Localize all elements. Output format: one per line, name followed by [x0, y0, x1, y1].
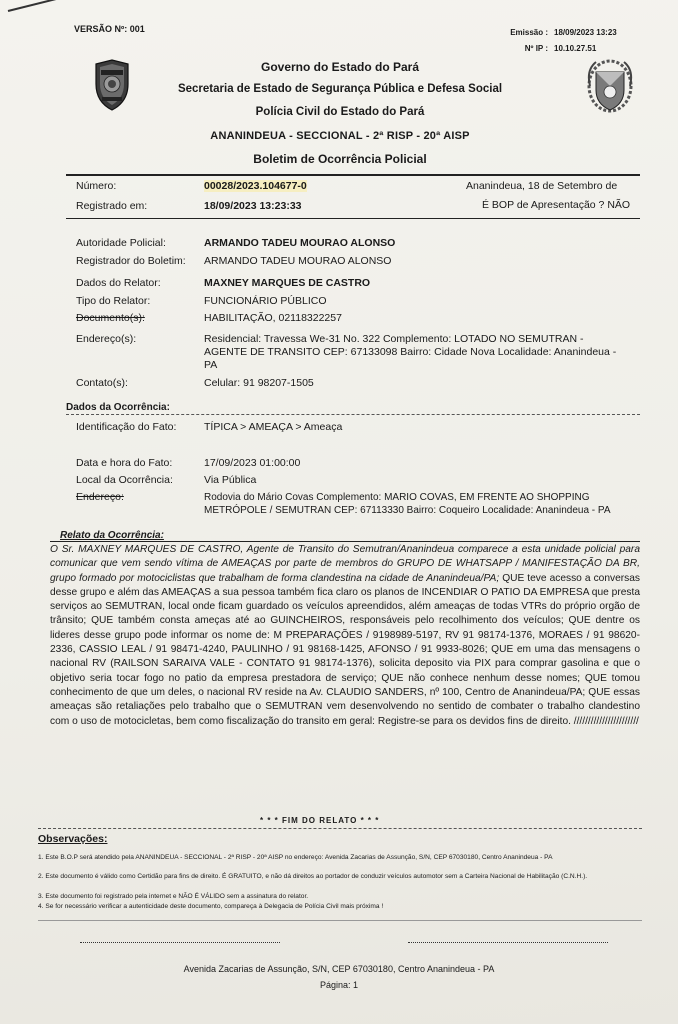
autoridade-value: ARMANDO TADEU MOURAO ALONSO — [204, 237, 396, 249]
ip-value: 10.10.27.51 — [554, 44, 597, 53]
bop-label: É BOP de Apresentação ? — [482, 199, 605, 211]
page-number: Página: 1 — [319, 980, 359, 990]
local-value: Via Pública — [204, 474, 257, 486]
registrador-value: ARMANDO TADEU MOURAO ALONSO — [204, 255, 392, 267]
contato-label: Contato(s): — [76, 377, 128, 389]
registrador-label: Registrador do Boletim: — [76, 255, 186, 267]
unit-name: ANANINDEUA - SECCIONAL - 2ª RISP - 20ª AISP — [210, 130, 470, 142]
observacao-item: 3. Este documento foi registrado pela internet e NÃO É VÁLIDO sem a assinatura do relator. — [38, 893, 309, 900]
signature-line-autoridade — [408, 942, 608, 943]
autoridade-label: Autoridade Policial: — [76, 237, 166, 249]
relator-value: MAXNEY MARQUES DE CASTRO — [204, 277, 371, 289]
bop-apresentacao — [482, 199, 630, 211]
relator-label: Dados do Relator: — [76, 277, 161, 289]
divider — [66, 174, 640, 176]
contato-value: Celular: 91 98207-1505 — [204, 377, 314, 389]
registrado-value: 18/09/2023 13:23:33 — [204, 200, 302, 212]
tipo-relator-label: Tipo do Relator: — [76, 295, 151, 307]
observacoes-title: Observações: — [38, 833, 108, 845]
header-line-government: Governo do Estado do Pará — [260, 60, 420, 74]
documento-value: HABILITAÇÃO, 02118322257 — [204, 312, 342, 324]
ip-label: Nº IP : — [524, 44, 548, 53]
relato-section-title: Relato da Ocorrência: — [60, 530, 164, 541]
emission-value: 18/09/2023 13:23 — [554, 28, 617, 37]
pen-mark — [8, 0, 67, 12]
relato-text — [50, 543, 640, 729]
tipo-relator-value: FUNCIONÁRIO PÚBLICO — [204, 295, 327, 307]
emission-label: Emissão : — [510, 28, 548, 37]
endereco-ocorrencia-value: Rodovia do Mário Covas Complemento: MARIO COVAS, EM FRENTE AO SHOPPING METRÓPOLE / SEMUTRAN CEP: 67113330 Bairro: Coqueiro Localidade: Ananindeua - PA — [204, 492, 611, 516]
divider — [38, 920, 642, 921]
registrado-label: Registrado em: — [76, 200, 148, 212]
header-line-secretaria: Secretaria de Estado de Segurança Pública e Defesa Social — [177, 83, 503, 95]
bop-value: NÃO — [607, 199, 631, 211]
emission-info — [500, 28, 617, 37]
endereco-ocorrencia-label: Endereço: — [76, 491, 124, 503]
document-title: Boletim de Ocorrência Policial — [253, 152, 427, 166]
observacao-item: 1. Este B.O.P será atendido pela ANANINDEUA - SECCIONAL - 2ª RISP - 20ª AISP no endereço: Avenida Zacarias de Assunção, S/N, CEP 67030180, Centro Ananindeua - PA — [38, 854, 553, 861]
relato-body: QUE teve acesso a conversas desse grupo e além das AMEAÇAS a sua pessoa também fica claro os planos de INCENDIAR O PATIO DA EMPRESA que presta serviços ao SEMUTRAN, local onde ficam guardado os veículos apreendidos, além ameaças de todas VTRs do próprio orgão de trânsito; QUE também consta ameças até ao GUINCHEIROS, responsáveis pelo recolhimento dos veículos; QUE dentre os lideres desse grupo pode informar os nome de: M PREPARAÇÕES / 9198989-5197, RV 91 98174-1376, MORAES / 91 98620-2336, CASSIO LEAL / 91 98471-4240, PAULINHO / 91 98168-1425, AFONSO / 91 9933-8026; QUE em uma das mensagens o nacional RV (RAILSON SARAIVA VALE - CONTATO 91 98174-1376), solicita deposito via PIX para comprar gasolina e que o objetivo seria tocar fogo no patio da empresa prestadora de serviço; QUE não conhece nenhum desse nomes; QUE tomou conhecimento de que um deles, o nacional RV reside na Av. CLAUDIO SANDERS, nº 100, Centro de Ananindeua/PA; QUE essas ameaças são retaliações pelo trabalho que o SEMUTRAN vem desenvolvendo no sentido de combater o trabalho clandestino com o uso de motocicletas, bem como fiscalização do transito em geral: Registre-se para os devidos fins de direito. /////////////////////// — [50, 572, 640, 727]
relato-intro: O Sr. MAXNEY MARQUES DE CASTRO, Agente de Transito do Semutran/Ananindeua comparece a esta unidade policial para comunicar que vem sendo vítima de AMEAÇAS por parte de membros do GRUPO DE WHATSAPP / MANIFESTAÇÃO DA BR, grupo formado por motociclistas que trabalham de forma clandestina na cidade de Ananindeua/PA; — [50, 544, 640, 584]
divider — [50, 541, 640, 542]
ip-info — [500, 44, 596, 53]
header-line-policia: Polícia Civil do Estado do Pará — [255, 106, 425, 118]
version-label: VERSÃO Nº: 001 — [74, 24, 145, 34]
numero-label: Número: — [76, 180, 117, 192]
identificacao-label: Identificação do Fato: — [76, 421, 177, 433]
observacao-item: 4. Se for necessário verificar a autenticidade deste documento, compareça à Delegacia de Polícia Civil mais próxima ! — [38, 903, 384, 910]
documento-label: Documento(s): — [76, 312, 145, 324]
datahora-label: Data e hora do Fato: — [76, 457, 173, 469]
fim-do-relato: * * * FIM DO RELATO * * * — [260, 816, 380, 825]
numero-value: 00028/2023.104677-0 — [204, 180, 307, 192]
divider — [66, 218, 640, 219]
ocorrencia-section-title: Dados da Ocorrência: — [66, 402, 170, 413]
endereco-value: Residencial: Travessa We-31 No. 322 Complemento: LOTADO NO SEMUTRAN - AGENTE DE TRANSITO CEP: 67133098 Bairro: Cidade Nova Localidade: Ananindeua - PA — [204, 333, 617, 371]
identificacao-value: TÍPICA > AMEAÇA > Ameaça — [204, 421, 343, 433]
divider — [66, 414, 640, 415]
divider — [38, 828, 642, 829]
datahora-value: 17/09/2023 01:00:00 — [204, 457, 301, 469]
place-date: Ananindeua, 18 de Setembro de — [466, 180, 618, 192]
local-label: Local da Ocorrência: — [76, 474, 173, 486]
signature-line-relator — [80, 942, 280, 943]
endereco-label: Endereço(s): — [76, 333, 137, 345]
observacao-item: 2. Este documento é válido como Certidão para fins de direito. É GRATUITO, e não dá direitos ao portador de conduzir veículos automotor sem a Carteira Nacional de Habilitação (C.N.H.). — [38, 873, 588, 880]
coat-of-arms-icon — [586, 56, 634, 123]
footer-address: Avenida Zacarias de Assunção, S/N, CEP 67030180, Centro Ananindeua - PA — [183, 964, 495, 974]
